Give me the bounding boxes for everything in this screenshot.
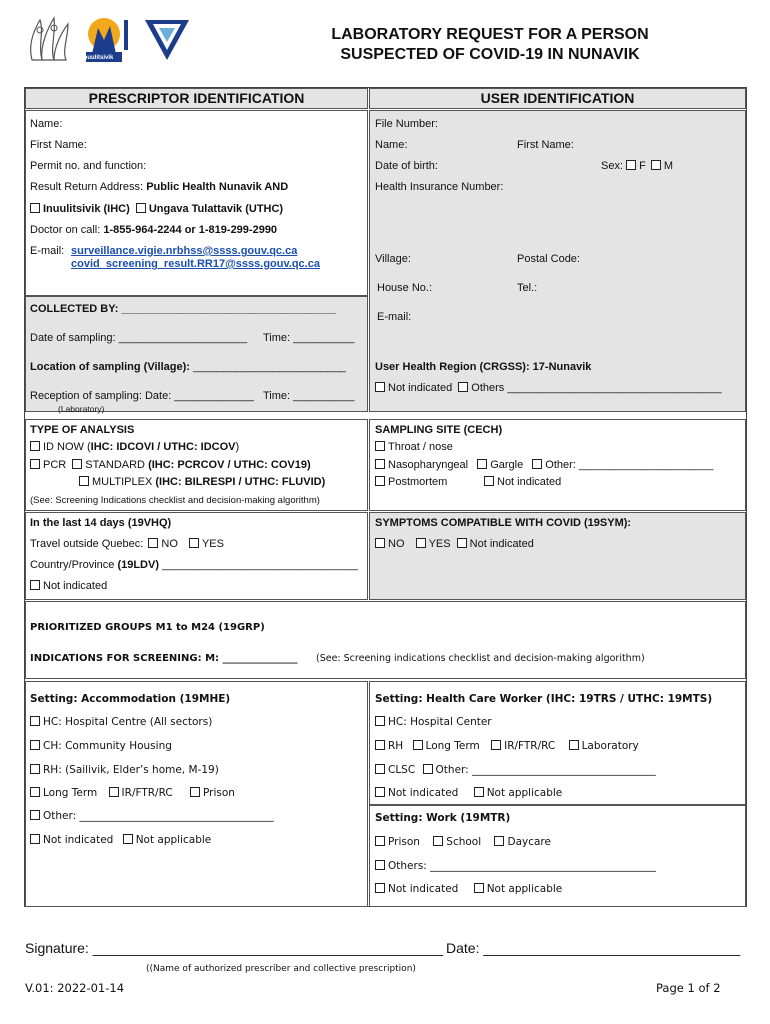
other-site-label: Other: ______________________ — [545, 459, 714, 471]
travel-no-checkbox[interactable] — [148, 538, 158, 548]
indications-note: (See: Screening indications checklist and decision-making algorithm) — [316, 653, 645, 664]
work-others-checkbox[interactable] — [375, 860, 385, 870]
acc-longterm-row — [30, 787, 235, 800]
id-now-codes: IHC: IDCOVI / UTHC: IDCOV — [90, 441, 236, 453]
site-not-indicated-label: Not indicated — [497, 476, 562, 488]
hcw-longterm-label: Long Term — [425, 740, 480, 752]
prescriptor-permit[interactable]: Permit no. and function: — [30, 160, 147, 172]
acc-ir-checkbox[interactable] — [109, 787, 119, 797]
sex-m-label: M — [663, 160, 674, 172]
indications-screening[interactable]: INDICATIONS FOR SCREENING: M: _______________ — [30, 653, 298, 664]
pcr-checkbox[interactable] — [30, 459, 40, 469]
gargle-checkbox[interactable] — [477, 459, 487, 469]
travel-question — [30, 538, 224, 551]
work-school-label: School — [446, 836, 482, 848]
acc-ch — [30, 740, 172, 753]
country-line: ________________________________ — [162, 559, 358, 571]
work-prison-label: Prison — [388, 836, 420, 848]
hcw-clsc-checkbox[interactable] — [375, 764, 385, 774]
symptoms-yes-label: YES — [428, 538, 451, 550]
naso-checkbox[interactable] — [375, 459, 385, 469]
work-school-checkbox[interactable] — [433, 836, 443, 846]
id-now-checkbox[interactable] — [30, 441, 40, 451]
id-now-close: ) — [235, 441, 240, 453]
acc-not-row — [30, 834, 211, 847]
health-region-options — [375, 382, 721, 395]
acc-ch-label: CH: Community Housing — [43, 740, 172, 752]
throat-checkbox[interactable] — [375, 441, 385, 451]
acc-other — [30, 810, 274, 823]
symptoms-not-indicated-checkbox[interactable] — [457, 538, 467, 548]
symptoms-yes-checkbox[interactable] — [416, 538, 426, 548]
region-not-indicated-checkbox[interactable] — [375, 382, 385, 392]
work-not-indicated-label: Not indicated — [388, 883, 459, 895]
user-file-number[interactable]: File Number: — [375, 118, 438, 130]
postmortem-checkbox[interactable] — [375, 476, 385, 486]
date-line[interactable]: Date: _________________________________ — [446, 940, 741, 956]
hcw-hc-checkbox[interactable] — [375, 716, 385, 726]
work-prison-checkbox[interactable] — [375, 836, 385, 846]
work-others-label: Others: ___________________________________________ — [388, 860, 656, 872]
symptoms-heading: SYMPTOMS COMPATIBLE WITH COVID (19SYM): — [375, 517, 632, 529]
hcw-not-indicated-label: Not indicated — [388, 787, 459, 799]
user-house-no[interactable]: House No.: — [377, 282, 433, 294]
hcw-other-checkbox[interactable] — [423, 764, 433, 774]
acc-hc-label: HC: Hospital Centre (All sectors) — [43, 716, 213, 728]
multiplex-label: MULTIPLEX — [92, 476, 153, 488]
acc-not-indicated-checkbox[interactable] — [30, 834, 40, 844]
region-others-checkbox[interactable] — [458, 382, 468, 392]
naso-row — [375, 459, 714, 472]
acc-other-checkbox[interactable] — [30, 810, 40, 820]
acc-ch-checkbox[interactable] — [30, 740, 40, 750]
sampling-time[interactable]: Time: __________ — [263, 332, 355, 344]
sex-label: Sex: — [601, 160, 624, 172]
hcw-rh-label: RH — [388, 740, 404, 752]
acc-hc-checkbox[interactable] — [30, 716, 40, 726]
country-province[interactable] — [30, 559, 358, 572]
hcw-rh-row — [375, 740, 639, 753]
hcw-clsc-row — [375, 764, 656, 777]
standard-checkbox[interactable] — [72, 459, 82, 469]
multiplex-codes: (IHC: BILRESPI / UTHC: FLUVID) — [155, 476, 326, 488]
acc-ir-label: IR/FTR/RC — [121, 787, 173, 799]
symptoms-not-indicated-label: Not indicated — [469, 538, 534, 550]
uthc-checkbox[interactable] — [136, 203, 146, 213]
acc-prison-checkbox[interactable] — [190, 787, 200, 797]
location-line: _________________________ — [192, 361, 346, 373]
hcw-longterm-checkbox[interactable] — [413, 740, 423, 750]
priority-section — [25, 601, 746, 679]
ihc-checkbox[interactable] — [30, 203, 40, 213]
acc-longterm-checkbox[interactable] — [30, 787, 40, 797]
work-daycare-checkbox[interactable] — [494, 836, 504, 846]
email-label: E-mail: — [30, 245, 65, 257]
logo-caption: Inuulitsivik — [82, 55, 114, 61]
work-not-indicated-checkbox[interactable] — [375, 883, 385, 893]
throat-option — [375, 441, 453, 454]
acc-prison-label: Prison — [203, 787, 235, 799]
travel-no-label: NO — [161, 538, 178, 550]
throat-label: Throat / nose — [388, 441, 453, 453]
user-postal-code[interactable]: Postal Code: — [517, 253, 580, 265]
location-of-sampling[interactable] — [30, 361, 346, 374]
multiplex-option — [79, 476, 325, 489]
travel-not-indicated-label: Not indicated — [43, 580, 108, 592]
acc-other-label: Other: _____________________________________ — [43, 810, 274, 822]
standard-label: STANDARD — [85, 459, 145, 471]
user-first-name[interactable]: First Name: — [517, 139, 574, 151]
priority-groups: PRIORITIZED GROUPS M1 to M24 (19GRP) — [30, 622, 265, 633]
user-sex — [601, 160, 673, 173]
postmortem-row — [375, 476, 447, 489]
laboratory-note: (Laboratory) — [58, 404, 105, 414]
location-label: Location of sampling (Village): — [30, 361, 190, 373]
hcw-other-label: Other: ___________________________________ — [435, 764, 656, 776]
uthc-label: Ungava Tulattavik (UTHC) — [148, 203, 284, 215]
hcw-heading: Setting: Health Care Worker (IHC: 19TRS / UTHC: 19MTS) — [375, 693, 713, 705]
id-now-label: ID NOW ( — [43, 441, 91, 453]
prescriptor-heading: PRESCRIPTOR IDENTIFICATION — [88, 90, 305, 106]
version: V.01: 2022-01-14 — [25, 981, 125, 995]
result-return-address — [30, 181, 288, 194]
postmortem-label: Postmortem — [388, 476, 448, 488]
user-health-insurance[interactable]: Health Insurance Number: — [375, 181, 504, 193]
acc-not-indicated-label: Not indicated — [43, 834, 114, 846]
result-return-label: Result Return Address: — [30, 181, 144, 193]
user-name[interactable]: Name: — [375, 139, 408, 151]
hcw-clsc-label: CLSC — [388, 764, 416, 776]
region-not-indicated-label: Not indicated — [388, 382, 453, 394]
travel-question-label: Travel outside Quebec: — [30, 538, 144, 550]
hcw-hc-label: HC: Hospital Center — [388, 716, 492, 728]
symptoms-no-checkbox[interactable] — [375, 538, 385, 548]
acc-not-applicable-label: Not applicable — [135, 834, 212, 846]
site-not-indicated-checkbox[interactable] — [484, 476, 494, 486]
other-site-checkbox[interactable] — [532, 459, 542, 469]
hcw-not-applicable-label: Not applicable — [486, 787, 563, 799]
travel-not-indicated-checkbox[interactable] — [30, 580, 40, 590]
doctor-label: Doctor on call: — [30, 224, 101, 236]
pcr-label: PCR — [43, 459, 67, 471]
hcw-ir-label: IR/FTR/RC — [504, 740, 556, 752]
date-of-sampling[interactable]: Date of sampling: _____________________ — [30, 332, 248, 344]
hcw-not-indicated-checkbox[interactable] — [375, 787, 385, 797]
acc-rh — [30, 764, 219, 777]
acc-rh-label: RH: (Sailivik, Elder’s home, M-19) — [43, 764, 219, 776]
travel-heading: In the last 14 days (19VHQ) — [30, 517, 172, 529]
user-tel[interactable]: Tel.: — [517, 282, 538, 294]
collected-by[interactable]: COLLECTED BY: ___________________________________ — [30, 303, 336, 315]
signature-note: ((Name of authorized prescriber and collective prescription) — [146, 964, 416, 974]
user-email[interactable]: E-mail: — [377, 311, 412, 323]
hcw-rh-checkbox[interactable] — [375, 740, 385, 750]
work-not-row — [375, 883, 562, 896]
email-link-2[interactable]: covid_screening_result.RR17@ssss.gouv.qc.ca — [71, 258, 320, 270]
title-line-2: SUSPECTED OF COVID-19 IN NUNAVIK — [340, 46, 640, 63]
prescriptor-first-name[interactable]: First Name: — [30, 139, 87, 151]
region-others-label: Others ___________________________________ — [471, 382, 722, 394]
prescriptor-name[interactable]: Name: — [30, 118, 63, 130]
sex-f-checkbox[interactable] — [626, 160, 636, 170]
acc-rh-checkbox[interactable] — [30, 764, 40, 774]
id-now-option — [30, 441, 239, 454]
work-daycare-label: Daycare — [507, 836, 551, 848]
inuulitsivik-logo — [82, 14, 132, 66]
symptoms-no-label: NO — [388, 538, 405, 550]
work-heading: Setting: Work (19MTR) — [375, 812, 511, 824]
user-health-region: User Health Region (CRGSS): 17-Nunavik — [375, 361, 592, 373]
user-village[interactable]: Village: — [375, 253, 411, 265]
ihc-label: Inuulitsivik (IHC) — [43, 203, 130, 215]
multiplex-checkbox[interactable] — [79, 476, 89, 486]
sex-f-label: F — [639, 160, 646, 172]
user-dob[interactable]: Date of birth: — [375, 160, 438, 172]
analysis-note: (See: Screening Indications checklist and decision-making algorithm) — [30, 495, 320, 506]
travel-yes-label: YES — [201, 538, 224, 550]
reception-time[interactable]: Time: __________ — [263, 390, 355, 402]
standard-codes: (IHC: PCRCOV / UTHC: COV19) — [148, 459, 311, 471]
hcw-not-row — [375, 787, 562, 800]
center-checkboxes — [30, 203, 283, 216]
ungava-logo — [143, 18, 191, 62]
travel-not-indicated — [30, 580, 107, 593]
acc-longterm-label: Long Term — [43, 787, 98, 799]
work-row — [375, 836, 551, 849]
travel-yes-checkbox[interactable] — [189, 538, 199, 548]
inuulitsivik-art-logo — [26, 10, 74, 65]
signature-line[interactable]: Signature: _____________________________________________ — [25, 940, 444, 956]
hcw-not-applicable-checkbox[interactable] — [474, 787, 484, 797]
accommodation-heading: Setting: Accommodation (19MHE) — [30, 693, 231, 705]
hcw-lab-label: Laboratory — [581, 740, 639, 752]
hcw-ir-checkbox[interactable] — [491, 740, 501, 750]
form-title — [230, 25, 750, 65]
pcr-option — [30, 459, 311, 472]
sampling-site-heading: SAMPLING SITE (CECH) — [375, 424, 503, 436]
result-return-value: Public Health Nunavik AND — [146, 181, 289, 193]
user-heading: USER IDENTIFICATION — [480, 90, 635, 106]
doctor-phone: 1-855-964-2244 or 1-819-299-2990 — [103, 224, 278, 236]
gargle-label: Gargle — [490, 459, 524, 471]
country-code: (19LDV) — [117, 559, 159, 571]
country-label: Country/Province — [30, 559, 115, 571]
site-not-indicated — [484, 476, 561, 489]
hcw-hc — [375, 716, 492, 729]
hcw-lab-checkbox[interactable] — [569, 740, 579, 750]
title-line-1: LABORATORY REQUEST FOR A PERSON — [331, 26, 649, 43]
doctor-on-call — [30, 224, 277, 237]
symptoms-options — [375, 538, 534, 551]
sex-m-checkbox[interactable] — [651, 160, 661, 170]
acc-hc — [30, 716, 212, 729]
page-number: Page 1 of 2 — [656, 981, 721, 995]
naso-label: Nasopharyngeal — [388, 459, 469, 471]
email-link-1[interactable]: surveillance.vigie.nrbhss@ssss.gouv.qc.ca — [71, 245, 298, 257]
work-not-applicable-checkbox[interactable] — [474, 883, 484, 893]
work-others — [375, 860, 656, 873]
analysis-heading: TYPE OF ANALYSIS — [30, 424, 135, 436]
acc-not-applicable-checkbox[interactable] — [123, 834, 133, 844]
reception-date[interactable]: Reception of sampling: Date: _____________ — [30, 390, 254, 402]
work-not-applicable-label: Not applicable — [486, 883, 563, 895]
